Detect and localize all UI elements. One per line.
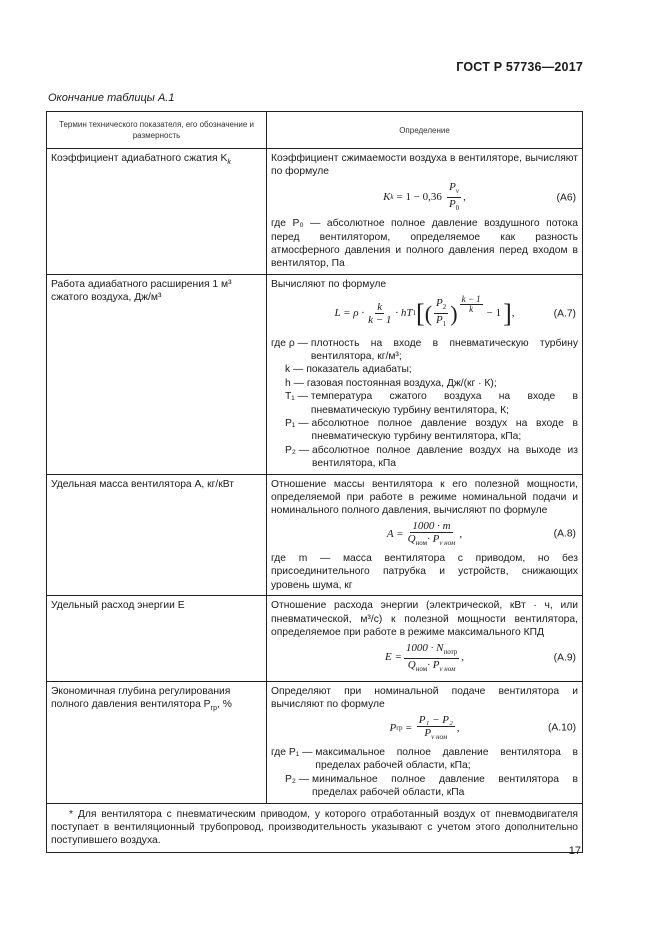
symbol-definition: P₂ — минимальное полное давление вентилятора в пределах рабочей области, кПа	[285, 773, 578, 799]
definition-cell	[267, 596, 583, 682]
table-row	[47, 474, 583, 596]
bracket-expression: [ ( $\frac{P_2}{P_1}$ ) $\frac{k - 1}{k}$ − 1 ]	[416, 294, 512, 329]
table-caption: Окончание таблицы А.1	[48, 92, 175, 104]
definition-cell	[267, 681, 583, 803]
symbol-definition: где ρ — плотность на входе в пневматическую турбину вентилятора, кг/м³;	[271, 337, 578, 362]
formula-a10: P гр = $\frac{\text{P₁ − P₂}}{P_{v ном}}$ , (А.10)	[389, 713, 576, 741]
symbol-definition: P₁ — абсолютное полное давление воздух на входе в пневматическую турбину вентилятора, кПа;	[285, 418, 578, 443]
footnote: * Для вентилятора с пневматическим приводом, у которого отработанный воздух от пневмодвигателя поступает в вентиляционный трубопровод, производительность указывают с учетом этого дополнительно поступившего воздуха.	[47, 803, 583, 852]
formula-a6: K k = 1 − 0,36 $\frac{P_v}{P_0}$ , (А6)	[383, 180, 576, 213]
symbol-definition: P₂ — абсолютное полное давление воздух на выходе из вентилятора, кПа	[285, 444, 578, 470]
formula-a8: A = $\frac{1000 \cdot m}{Q_{ном}\cdot P_{v ном}}$ , (А.8)	[386, 519, 576, 548]
symbol-definition: h — газовая постоянная воздуха, Дж/(кг · К);	[285, 377, 497, 389]
fraction: $\frac{k}{k - 1}$	[368, 301, 392, 327]
footnote-row	[47, 803, 583, 852]
symbol-definitions	[271, 746, 578, 800]
definition-cell	[267, 474, 583, 596]
page-number: 17	[568, 845, 581, 857]
definition-intro: Отношение массы вентилятора к его полезной мощности, определяемой при работе в режиме номинальной подачи и номинального полного давления, вычисляют по формуле	[271, 478, 578, 517]
exponent-fraction: $\frac{k - 1}{k}$	[461, 294, 481, 315]
term-cell: Экономичная глубина регулирования полного давления вентилятора $P_{гр}$, %	[47, 681, 267, 803]
fraction: $\frac{P_v}{P_0}$	[448, 180, 460, 213]
definition-cell	[267, 149, 583, 275]
symbol-definition: где P₁ — максимальное полное давление вентилятора в пределах рабочей области, кПа;	[271, 746, 578, 772]
term-cell: Удельный расход энергии Е	[47, 596, 267, 682]
fraction: $\frac{1000 \cdot N_{потр}}{Q_{ном}\cdot P_{v ном}}$	[405, 641, 458, 673]
table-row	[47, 596, 583, 682]
column-header-definition: Определение	[267, 112, 583, 149]
definition-intro: Определяют при номинальной подаче вентилятора и вычисляют по формуле	[271, 685, 578, 711]
formula-number: (А.9)	[553, 652, 576, 664]
definition-intro: Коэффициент сжимаемости воздуха в вентиляторе, вычисляют по формуле	[271, 153, 578, 178]
term-cell: Коэффициент адиабатного сжатия $K_k$	[47, 149, 267, 275]
symbol-definitions	[271, 337, 578, 471]
definition-intro: Отношение расхода энергии (электрической, кВт · ч, или пневматической, м³/с) к полезной мощности вентилятора, определяемое при работе в режиме максимального КПД	[271, 600, 578, 639]
column-header-term: Термин технического показателя, его обозначение и размерность	[47, 112, 267, 149]
fraction: $\frac{1000 \cdot m}{Q_{ном}\cdot P_{v ном}}$	[407, 519, 456, 548]
fraction: $\frac{P_2}{P_1}$	[436, 297, 447, 329]
table-row	[47, 681, 583, 803]
table-header-row	[47, 112, 583, 149]
formula-number: (А.7)	[553, 308, 576, 320]
definition-note: где m — масса вентилятора с приводом, но без присоединительного патрубка и устройств, снижающих уровень шума, кг	[271, 553, 578, 591]
definition-intro: Вычисляют по формуле	[271, 278, 387, 290]
definition-note: где P₀ — абсолютное полное давление воздушного потока перед вентилятором, определяемое как разность атмосферного давления и полного давления перед входом в вентилятор, Па	[271, 218, 578, 270]
table-row	[47, 149, 583, 275]
definitions-table	[46, 111, 583, 853]
standard-code: ГОСТ Р 57736—2017	[456, 60, 583, 74]
formula-a9: E = $\frac{1000 \cdot N_{потр}}{Q_{ном}\cdot P_{v ном}}$ , (А.9)	[384, 641, 576, 673]
fraction: $\frac{\text{P₁ − P₂}}{P_{v ном}}$	[418, 713, 453, 741]
term-cell: Удельная масса вентилятора А, кг/кВт	[47, 474, 267, 596]
formula-a7: L = ρ · $\frac{k}{k - 1}$ · hT 1 [ ( $\frac{P_2}{P_1}$ ) $\frac{k - 1}{k}$ − 1 ] , (А.7)	[334, 294, 576, 329]
term-cell: Работа адиабатного расширения 1 м³ сжатого воздуха, Дж/м³	[47, 274, 267, 474]
symbol-definition: T₁ — температура сжатого воздуха на входе в пневматическую турбину вентилятора, К;	[285, 391, 578, 416]
formula-number: (А.10)	[547, 722, 576, 734]
table-row	[47, 274, 583, 474]
definition-cell	[267, 274, 583, 474]
symbol-definition: k — показатель адиабаты;	[285, 364, 412, 376]
formula-number: (А6)	[556, 191, 576, 203]
formula-number: (А.8)	[553, 528, 576, 540]
